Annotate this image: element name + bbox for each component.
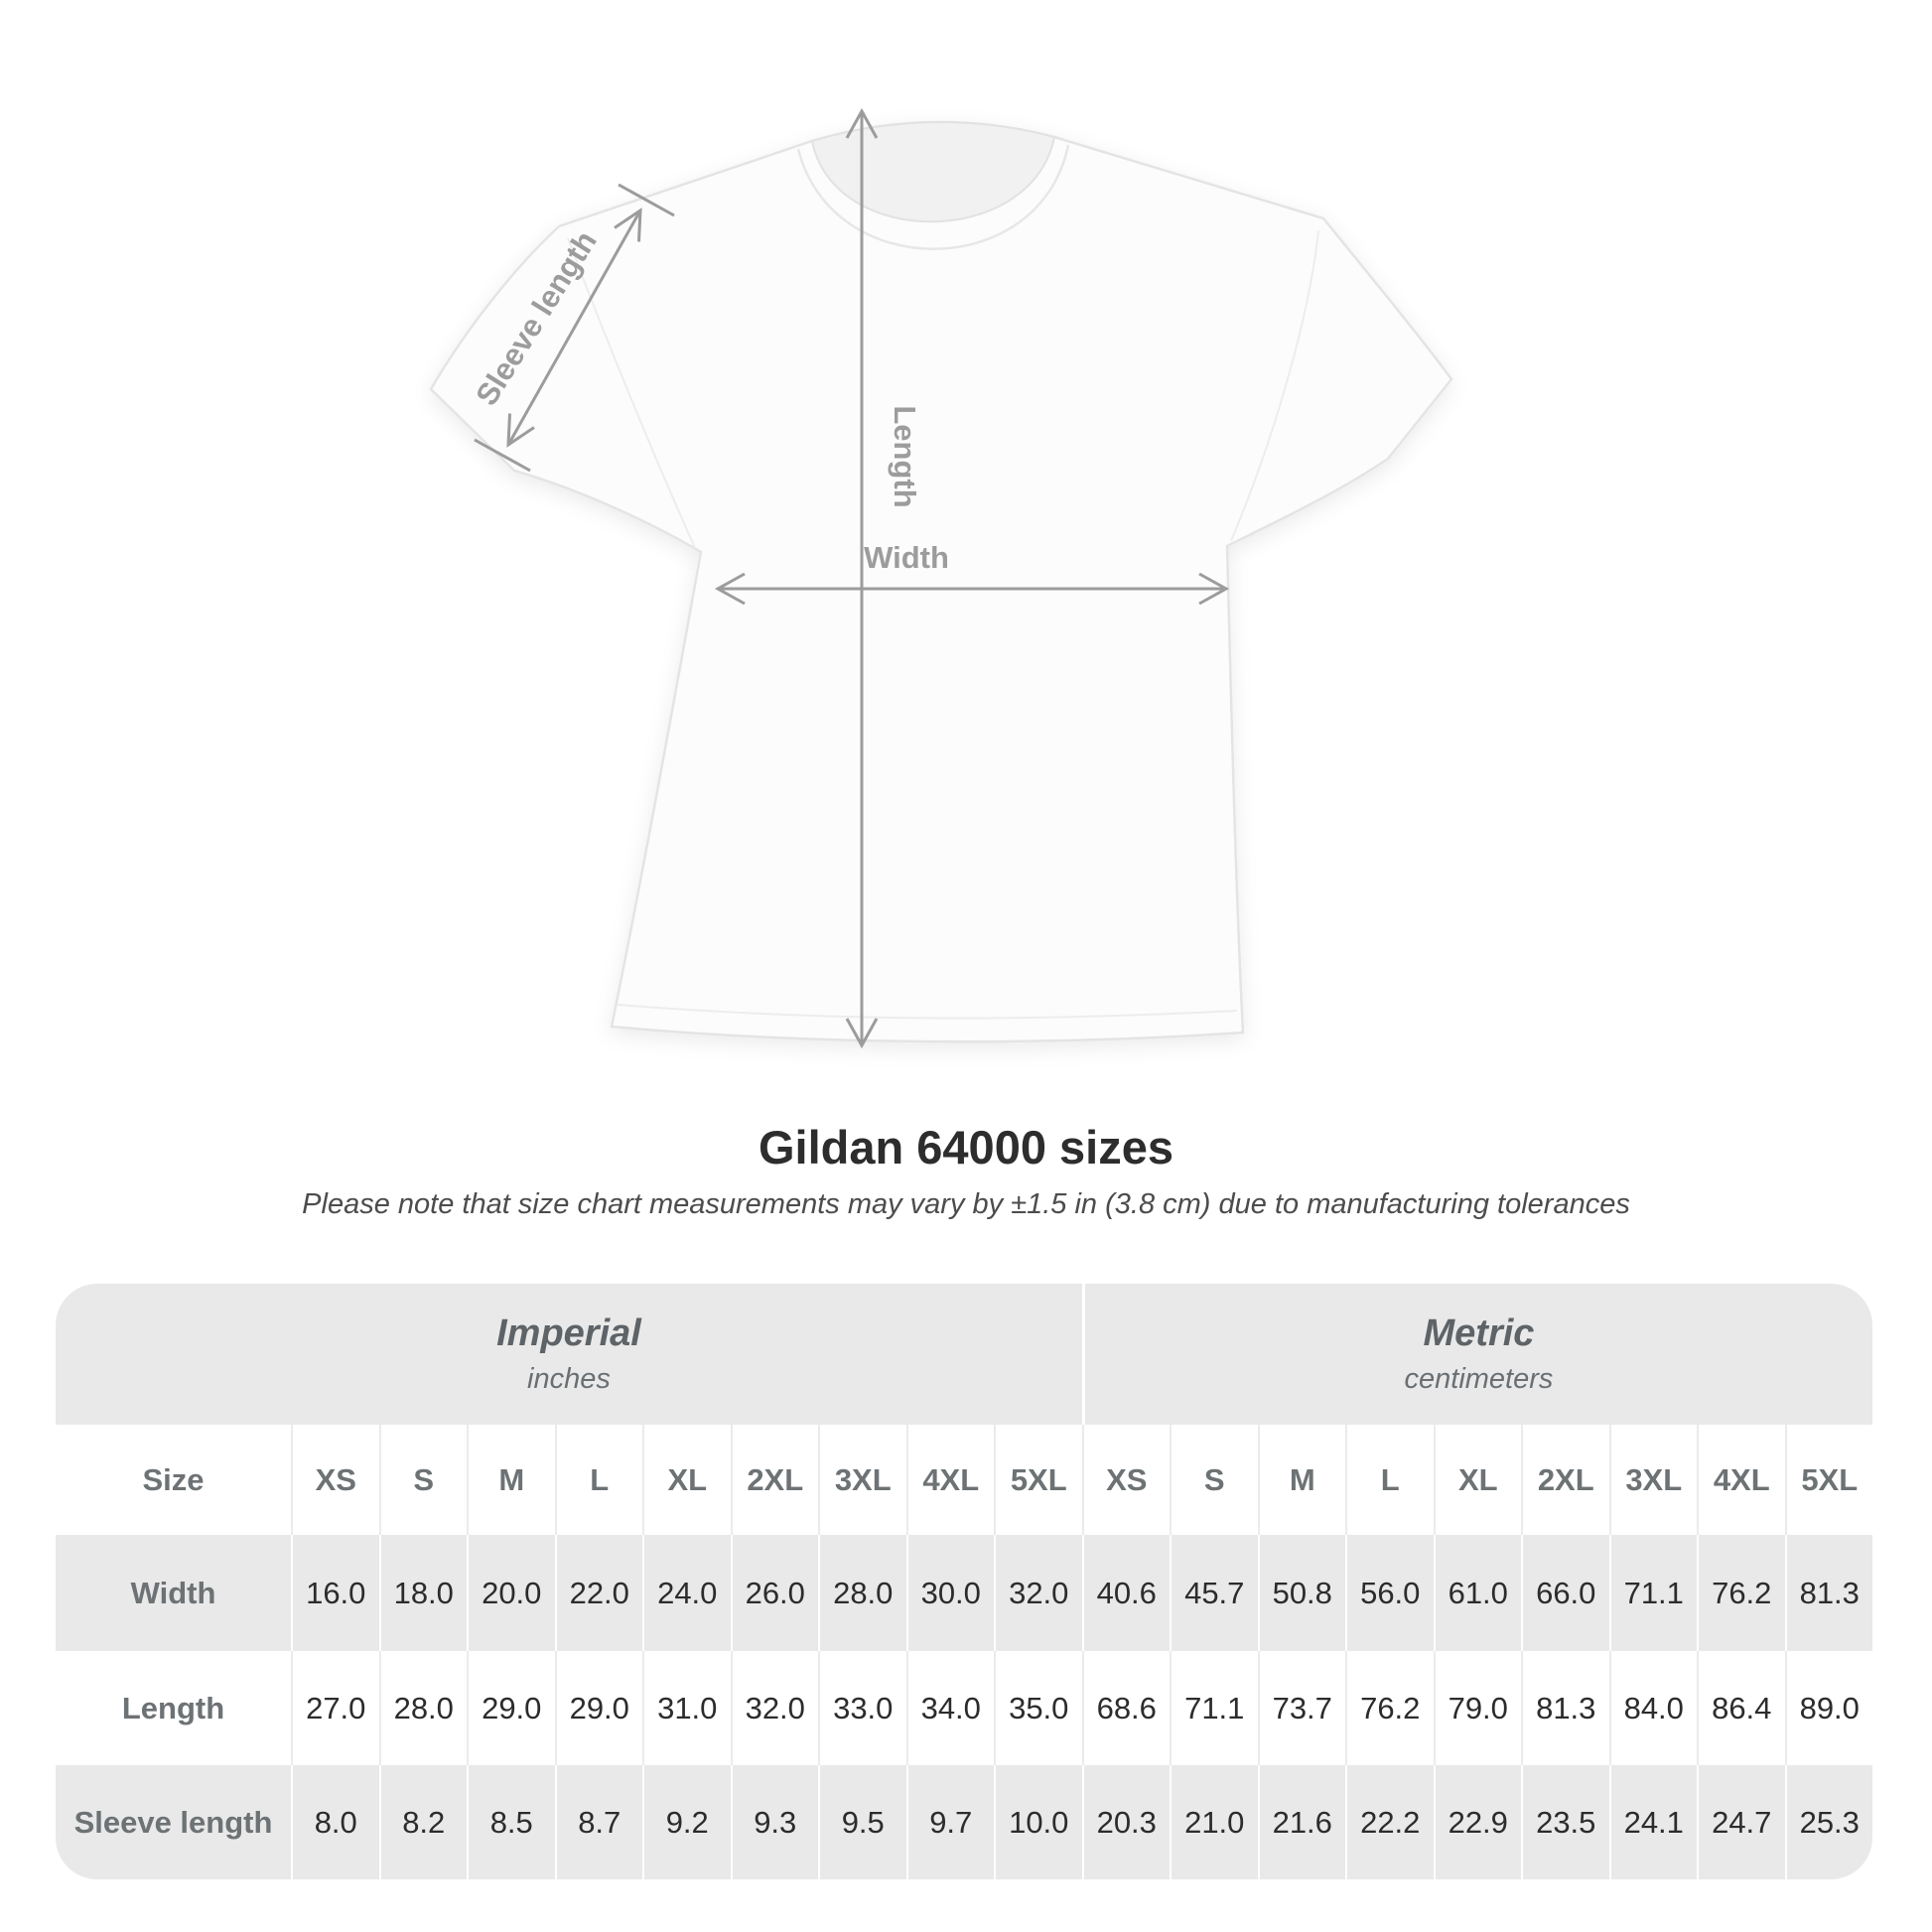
value-cell: 71.1	[1609, 1535, 1698, 1651]
size-cell: L	[555, 1425, 643, 1535]
value-cell: 10.0	[994, 1765, 1082, 1879]
value-cell: 24.7	[1697, 1765, 1785, 1879]
value-cell: 56.0	[1345, 1535, 1434, 1651]
value-cell: 24.0	[642, 1535, 731, 1651]
value-cell: 8.2	[379, 1765, 468, 1879]
value-cell: 27.0	[291, 1651, 379, 1765]
size-cell: 4XL	[1697, 1425, 1785, 1535]
value-cell: 84.0	[1609, 1651, 1698, 1765]
size-cell: XS	[291, 1425, 379, 1535]
size-cell: 5XL	[1785, 1425, 1873, 1535]
imperial-unit: inches	[527, 1363, 611, 1395]
value-cell: 16.0	[291, 1535, 379, 1651]
size-table	[56, 1284, 1872, 1879]
size-column-header: Size	[56, 1425, 291, 1535]
value-cell: 40.6	[1082, 1535, 1171, 1651]
value-cell: 8.0	[291, 1765, 379, 1879]
value-cell: 8.5	[467, 1765, 555, 1879]
sleeve-length-row	[56, 1765, 1872, 1879]
value-cell: 24.1	[1609, 1765, 1698, 1879]
row-label: Sleeve length	[56, 1765, 291, 1879]
unit-header-row	[56, 1284, 1872, 1425]
value-cell: 61.0	[1434, 1535, 1522, 1651]
value-cell: 9.2	[642, 1765, 731, 1879]
page-title: Gildan 64000 sizes	[758, 1121, 1174, 1173]
value-cell: 9.3	[731, 1765, 819, 1879]
value-cell: 18.0	[379, 1535, 468, 1651]
value-cell: 33.0	[818, 1651, 906, 1765]
value-cell: 34.0	[906, 1651, 995, 1765]
value-cell: 81.3	[1521, 1651, 1609, 1765]
value-cell: 86.4	[1697, 1651, 1785, 1765]
size-cell: XS	[1082, 1425, 1171, 1535]
value-cell: 32.0	[731, 1651, 819, 1765]
value-cell: 22.2	[1345, 1765, 1434, 1879]
size-cell: S	[379, 1425, 468, 1535]
metric-unit: centimeters	[1404, 1363, 1554, 1395]
width-label: Width	[864, 540, 949, 575]
imperial-title: Imperial	[496, 1312, 641, 1354]
value-cell: 28.0	[379, 1651, 468, 1765]
sleeve-length-label: Sleeve length	[469, 224, 604, 412]
size-header-row	[56, 1425, 1872, 1535]
value-cell: 66.0	[1521, 1535, 1609, 1651]
value-cell: 25.3	[1785, 1765, 1873, 1879]
value-cell: 30.0	[906, 1535, 995, 1651]
value-cell: 22.9	[1434, 1765, 1522, 1879]
size-cell: XL	[642, 1425, 731, 1535]
value-cell: 28.0	[818, 1535, 906, 1651]
value-cell: 76.2	[1345, 1651, 1434, 1765]
size-cell: 2XL	[731, 1425, 819, 1535]
metric-header	[1082, 1284, 1872, 1425]
value-cell: 26.0	[731, 1535, 819, 1651]
value-cell: 20.3	[1082, 1765, 1171, 1879]
value-cell: 29.0	[555, 1651, 643, 1765]
value-cell: 9.5	[818, 1765, 906, 1879]
size-cell: M	[1258, 1425, 1346, 1535]
width-row	[56, 1535, 1872, 1651]
value-cell: 8.7	[555, 1765, 643, 1879]
value-cell: 68.6	[1082, 1651, 1171, 1765]
tolerance-note: Please note that size chart measurements may vary by ±1.5 in (3.8 cm) due to manufacturing tolerances	[302, 1188, 1630, 1220]
length-label: Length	[888, 405, 922, 508]
metric-title: Metric	[1423, 1312, 1535, 1354]
value-cell: 31.0	[642, 1651, 731, 1765]
row-label: Width	[56, 1535, 291, 1651]
size-cell: L	[1345, 1425, 1434, 1535]
value-cell: 32.0	[994, 1535, 1082, 1651]
size-cell: S	[1170, 1425, 1258, 1535]
size-cell: 5XL	[994, 1425, 1082, 1535]
value-cell: 21.0	[1170, 1765, 1258, 1879]
size-cell: 3XL	[1609, 1425, 1698, 1535]
value-cell: 71.1	[1170, 1651, 1258, 1765]
value-cell: 45.7	[1170, 1535, 1258, 1651]
value-cell: 89.0	[1785, 1651, 1873, 1765]
value-cell: 73.7	[1258, 1651, 1346, 1765]
value-cell: 50.8	[1258, 1535, 1346, 1651]
value-cell: 29.0	[467, 1651, 555, 1765]
value-cell: 20.0	[467, 1535, 555, 1651]
value-cell: 76.2	[1697, 1535, 1785, 1651]
row-label: Length	[56, 1651, 291, 1765]
value-cell: 35.0	[994, 1651, 1082, 1765]
size-cell: 3XL	[818, 1425, 906, 1535]
size-cell: M	[467, 1425, 555, 1535]
size-cell: XL	[1434, 1425, 1522, 1535]
value-cell: 81.3	[1785, 1535, 1873, 1651]
size-cell: 2XL	[1521, 1425, 1609, 1535]
length-row	[56, 1651, 1872, 1765]
value-cell: 21.6	[1258, 1765, 1346, 1879]
value-cell: 23.5	[1521, 1765, 1609, 1879]
value-cell: 22.0	[555, 1535, 643, 1651]
value-cell: 79.0	[1434, 1651, 1522, 1765]
value-cell: 9.7	[906, 1765, 995, 1879]
size-cell: 4XL	[906, 1425, 995, 1535]
imperial-header	[56, 1284, 1082, 1425]
title-block	[0, 1120, 1932, 1221]
